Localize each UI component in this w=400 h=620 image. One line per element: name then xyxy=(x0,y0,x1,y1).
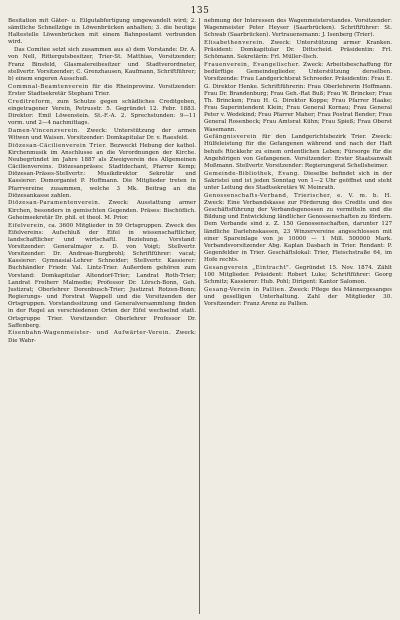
entry-gefaengnisverein xyxy=(204,134,392,170)
entry-title: Elisabethenverein. xyxy=(204,40,265,47)
entry-caecilienverein xyxy=(8,143,196,200)
entry-text: Zweck: Eine Verbandskasse zur Förderung des Credits und des Geschäftsführung der Verbandsgenossen zu vermitteln und die Bildung und Entwicklung ländlicher Genossenschaften zu fördern. Dem Verbande sind z. Z. 150 Genossenschaften, darunter 127 ländliche Darlehnskassen, 23 Winzervereine angeschlossen mit einer Spareinlage von je 10000 — 1 Mill. 500000 Mark. Verbandsvorsitzender Abg. Kaplan Dasbach in Trier. Rendant: P. Gegenfelder in Trier. Geschäftslokal: Trier, Fleischstraße 64, im Hofe rechts. xyxy=(204,199,392,264)
entry-title: Creditreform, xyxy=(8,98,53,105)
entry-text: Besitation mit Gäter- u. Eilgutabfertigung umgewandelt wird; 2. sämtliche Schnellzüge in Löwenbrücken anhalten; 3. die heutige Haltestelle Löwenbrücken mit einem Bahnpostamt verbunden wird. xyxy=(8,18,196,46)
entry-text: Das Comitee setzt sich zusammen aus a) dem Vorstande: Dr. A. von Nell, Rittergutsbesitzer, Trier-St. Matthias, Vorsitzender; Franz Binsfeld, Glasmalereibesitzer und Stadtverordneter, stellvertr. Vorsitzender; C. Grenzhausen, Kaufmann, Schriftführer; b) einem engeren Ausschuß. xyxy=(8,47,196,82)
entry-gemeinde-bibliothek xyxy=(204,171,392,192)
entry-text: ca. 3600 Mitglieder in 59 Ortsgruppen. Zweck des Eifelvereins: Aufschluß der Eifel in wissenschaftlicher, landschaftlicher und wirtschaftl. Beziehung. Vorstand: Vorsitzender: Generalmajor z. D. von Voigt; Stellvertr. Vorsitzender: Dr. Andreae-Burgbrohl; Schriftführer: vacat; Kassierer: Gymnasial-Lehrer Schneider; Stellvertr. Kassierer: Buchhändler Friedr. Val. Lintz-Trier. Außerdem gehören zum Vorstand: Domkapitular Altendorf-Trier; Landrat Roth-Trier; Landrat Freiherr Malmedie; Professor Dr. Lörsch-Bonn, Geh. Justizrat; Oberlehrer Dorenbusch-Trier; Justizrat Rotzen-Bonn; Regierungs- und Forstrat Wappell und die Vorsitzenden der Ortsgruppen. Vorstandssitzung und Generalversammlung finden in der Regel an verschiedenen Orten der Eifel wechselnd statt. Ortsgruppe Trier. Vorsitzender: Oberlehrer Professor Dr. Saffenberg. xyxy=(8,222,196,329)
entry-text: Zweck: Pflege des Männergesanges und geselligen Unterhaltung. Zahl der Mitglieder 30. Vorsitzender: Franz Arenz zu Pallien. xyxy=(204,286,392,308)
entry-title: Damen-Vincenzverein. xyxy=(8,127,80,134)
entry-text: zum Schutze gegen schädliches Creditgeben, eingetragener Verein, Petrusstr. 5. Gegründet 12. Febr. 1883. Direktor: Emil Löwenstein. St.-F.-A. 2. Sprechstunden: 9—11 vorm. und 2—4 nachmittags. xyxy=(8,98,196,126)
entry-title: Frauenverein, Evangelischer. xyxy=(204,62,301,69)
entry-eisenbahn-verein xyxy=(8,330,196,344)
entry-title: Eisenbahn-Wagenmeister- und Aufwärter-Verein. xyxy=(8,330,172,337)
entry-creditreform xyxy=(8,99,196,128)
entry-elisabethenverein xyxy=(204,40,392,61)
page-number: 135 xyxy=(190,6,210,16)
entry-text: für die Rheinprovinz. Vorsitzender: Erster Stadtsekretär Stephani Trier. xyxy=(8,83,196,97)
entry-continuation xyxy=(204,18,392,39)
entry-text: Zweck: Unterstützung der armen Witwen und Waisen. Vorsitzender: Domkapitular Dr. v. Raesfeld. xyxy=(8,127,196,141)
entry-text: Zweck: Unterstützung armer Kranken. Präsident: Domkapitular Dr. Dittscheid. Präsidentin: Frl. Schömann. Sekretärin: Frl. Müller-Ilsch. xyxy=(204,40,392,61)
entry-text: für den Landgerichtsbezirk Trier. Zweck: Hülfeleistung für die Gefangenen während und nach der Haft behufs Rückkehr zu einem ordentlichen Leben; Fürsorge für die Angehörigen von Gefangenen. Vorsitzender: Erster Staatsanwalt Moßmann. Stellvertr. Vorsitzender: Regierungsrat Schellsheimer. xyxy=(204,134,392,169)
entry-gesangverein-eintracht xyxy=(204,265,392,286)
entry-text: nehmung der Interessen des Wagenmeisterstandes. Vorsitzender: Wagenmeister Peter Heyser (Saarbrücken). Schriftführer: St. Schwab (Saarbrücken). Vertrauensmann: J. Isenberg (Trier). xyxy=(204,18,392,39)
entry-title: Diözesan-Paramentenverein. xyxy=(8,200,101,207)
entry-title: Genossenschafts-Verband, Trierischer, e. V. m. b. H. xyxy=(204,192,392,199)
entry-committee xyxy=(8,47,196,83)
entry-title: Gefängnisverein xyxy=(204,134,257,141)
entry-paramentenverein xyxy=(8,200,196,221)
entry-text: Zweck: Arbeitsbeschaffung für bedürftige Gemeindeglieder, Unterstützung derselben. Vorsitzende: Frau Landgerichtsrat Schroeder. Präsidentin: Frau E. G. Direktor Henke. Schriftführerin: Frau Oberlehrerin Hoffmann. Frau Dr. Brandenburg; Frau Geh.-Rat Buß; Frau W. Brincker; Frau Th. Brincken; Frau H. G. Direktor Koppe; Frau Pfarrer Haake; Frau Superintendent Klein; Frau General Kornau; Frau General Peter v. Wedekind; Frau Pfarrer Maher; Frau Postrat Bender; Frau General Rosenbeck; Frau Amtsrat Kühn; Frau Spieß; Frau Oberst Wasemann. xyxy=(204,62,392,133)
entry-title: Diözesan-Cäcilienverein Trier. xyxy=(8,142,108,149)
entry-text: Dieselbe befindet sich in der Sakristei und ist jeden Sonntag von 1—2 Uhr geöffnet und steht unter Leitung des Stadtsekretärs W. Meinrath. xyxy=(204,170,392,191)
entry-title: Gemeinde-Bibliothek, Evang. xyxy=(204,170,301,177)
entry-frauenverein xyxy=(204,62,392,134)
entry-eifelverein xyxy=(8,223,196,330)
entry-damen-vincenzverein xyxy=(8,128,196,142)
entry-gesang-verein-pallien xyxy=(204,287,392,308)
entry-title: Gesangverein „Eintracht". xyxy=(204,264,292,271)
entry-title: Commnal-Beamtenverein xyxy=(8,83,89,90)
left-column xyxy=(8,18,196,614)
entry-title: Eifelverein, xyxy=(8,222,46,229)
entry-continuation xyxy=(8,18,196,47)
entry-communal-beamtenverein xyxy=(8,84,196,98)
entry-text: Bezweckt Hebung der kathol. Kirchenmusik im Anschlusse an die Verordnungen der Kirche. Neubegründet im Jahre 1887 als Zweigverein des Allgemeinen Cäcilienvereins. Diözesanpräses: Stadtdechant, Pfarrer Kemp; Diözesan-Präses-Stellvertr.: Musikdirektor Sekretär und Kassierer: Domorganist P. Hoffmann. Die Mitglieder treten in Pfarrvereine zusammen, welche 3 Mk. Beitrag an die Diözesankasse zahlen. xyxy=(8,142,196,199)
right-column xyxy=(204,18,392,614)
entry-text: Zweck: Ausstattung armer Kirchen, besonders in gemischten Gegenden. Präses: Bischöflich. Geheimsekretär Dr. phil. et theol. M. Prior. xyxy=(8,200,196,221)
entry-title: Gesang-Verein in Pallien. xyxy=(204,286,287,293)
entry-text: Gegründet 15. Nov. 1874. Zählt 100 Mitglieder. Präsident: Robert Luke; Schriftführer: Georg Schmitz; Kassierer: Hub. Pohl; Dirigent: Kantor Salomon. xyxy=(204,264,392,286)
entry-text: Zweck: Die Wahr- xyxy=(8,330,196,344)
column-divider xyxy=(199,18,200,614)
entry-genossenschafts-verband xyxy=(204,193,392,265)
